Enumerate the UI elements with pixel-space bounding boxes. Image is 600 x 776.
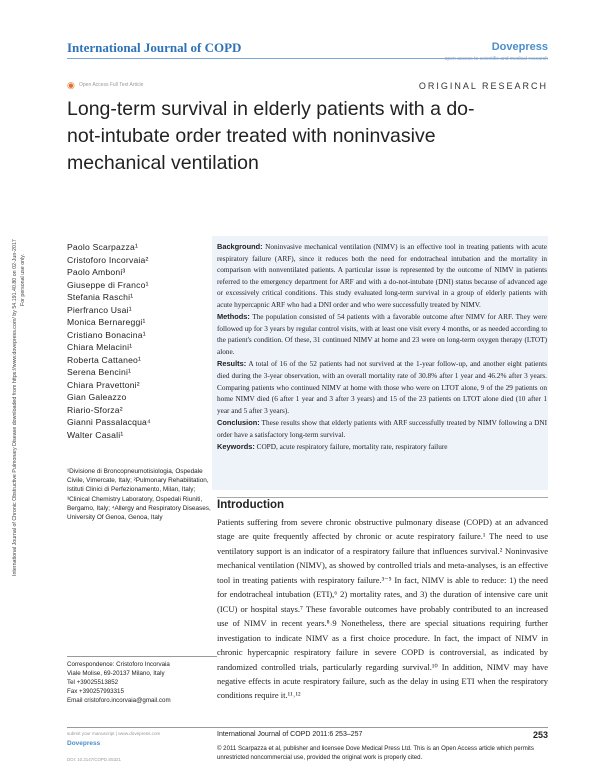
author: Gianni Passalacqua⁴: [67, 417, 151, 427]
open-access-icon: ◉: [67, 80, 75, 90]
article-title: Long-term survival in elderly patients with a do-not-intubate order treated with noninvasive mechanical ventilation: [67, 98, 475, 174]
correspondence-divider: [67, 656, 217, 657]
author: Walter Casali¹: [67, 429, 124, 440]
author: Riario-Sforza²: [67, 404, 123, 415]
author: Serena Bencini¹: [67, 367, 132, 377]
abstract: [217, 241, 547, 454]
author-list: [67, 241, 207, 441]
author: Cristoforo Incorvaia²: [67, 254, 149, 265]
author: Chiara Melacini¹: [67, 342, 133, 352]
correspondence-address: Viale Molise, 69-20137 Milano, Italy: [67, 670, 165, 677]
introduction-text: [217, 515, 548, 703]
correspondence-tel: Tel +39025513852: [67, 679, 119, 686]
correspondence-fax: Fax +390257993315: [67, 688, 124, 695]
author: Paolo Scarpazza¹: [67, 242, 139, 252]
footer-divider: [67, 727, 548, 728]
correspondence: [67, 660, 217, 705]
page-number: 253: [532, 730, 548, 740]
journal-name: International Journal of COPD: [67, 40, 242, 55]
footer-journal: International Journal of COPD 2011:6 253–257: [217, 731, 363, 738]
footer-publisher-logo[interactable]: Dovepress: [67, 740, 101, 747]
author: Cristiano Bonacina¹: [67, 329, 146, 340]
abstract-results-section: Results: A total of 16 of the 52 patients had not survived at the 1-year follow-up, and another eight patients died during the 3-year observation, with an overall mortality rate of 30.8% after 1 year and 46.2% after 3 years. Comparing patients who continued NIMV at home with those who were on LTOT alone, 9 of the 29 patients on home NIMV died (6 after 1 year and 3 after 3 years) and 15 of the 23 patients on LTOT alone died (10 after 1 year and 5 after 3 years).: [217, 359, 547, 415]
correspondence-label: Correspondence: Cristoforo Incorvaia: [67, 661, 170, 668]
side-note-line2: For personal use only.: [20, 253, 26, 306]
header-divider: [67, 58, 548, 59]
introduction-paragraph: Patients suffering from severe chronic obstructive pulmonary disease (COPD) at an advanced stage are quite frequently affected by chronic or acute respiratory failure.¹ The need to use ventilatory support is an indicator of a respiratory failure that influences survival.² Noninvasive mechanical ventilation (NIMV), as showed by controlled trials and meta-analyses, is an effective tool in treating patients with respiratory failure.³⁻⁵ In fact, NIMV is able to reduce: 1) the need for endotracheal intubation (ETI),⁶ 2) mortality rates, and 3) the duration of intensive care unit (ICU) or hospital stays.⁷ These favorable outcomes have probably contributed to an increased use of NIMV in recent years.⁸˒9 Nonetheless, there are special situations requiring further investigation to indicate NIMV as a first choice procedure. In fact, the impact of NIMV in chronic hypercapnic respiratory failure in severe COPD is controversial, as indicated by randomized controlled trials, particularly regarding survival.¹⁰ In addition, NIMV may have negative effects in acute respiratory failure, such as the delay in using ETI when the respiratory conditions require it.¹¹˒¹²: [217, 517, 548, 701]
author: Stefania Raschi¹: [67, 292, 134, 302]
correspondence-email[interactable]: Email cristoforo.incorvaia@gmail.com: [67, 697, 171, 704]
author: Paolo Amboni³: [67, 267, 126, 277]
footer-doi[interactable]: DOI: 10.2147/COPD.S5321: [67, 757, 121, 762]
publisher-tagline: open access to scientific and medical research: [444, 56, 548, 62]
author: Roberta Cattaneo¹: [67, 354, 142, 365]
author: Gian Galeazzo: [67, 392, 127, 402]
open-access-label: Open Access Full Text Article: [79, 82, 144, 88]
abstract-conclusion-section: Conclusion: These results show that elderly patients with ARF successfully treated by NIMV following a DNI order have a satisfactory long-term survival.: [217, 418, 547, 439]
publisher-logo[interactable]: Dovepress: [491, 41, 548, 53]
affiliations: ¹Divisione di Broncopneumotisiologia, Ospedale Civile, Vimercate, Italy; ²Pulmonary Rehabilitation, Istituti Clinici di Perfezionamento, Milan, Italy; ³Clinical Chemistry Laboratory, Ospedali Riuniti, Bergamo, Italy; ⁴Allergy and Respiratory Diseases, University Of Genoa, Genoa, Italy: [67, 468, 211, 522]
side-note-line1: International Journal of Chronic Obstructive Pulmonary Disease downloaded from https://www.dovepress.com/ by 54.191.40.80 on 02-Jun-2017: [12, 239, 18, 576]
author: Pierfranco Usai¹: [67, 304, 132, 315]
introduction-heading: Introduction: [217, 499, 285, 511]
author: Giuseppe di Franco¹: [67, 279, 149, 290]
abstract-background-section: Background: Noninvasive mechanical ventilation (NIMV) is an effective tool in treating patients with acute respiratory failure (ARF), since it reduces both the need for endotracheal intubation and the mortality in comparison with nonventilated patients. A particular issue is represented by the outcome of NIMV in patients referred to the emergency department for ARF and with a do-not-intubate (DNI) status because of advanced age or excessively critical conditions. This study evaluated long-term survival in a group of elderly patients with acute hypercapnic ARF who had a DNI order and who were successfully treated by NIMV.: [217, 242, 547, 309]
footer-submit-link[interactable]: submit your manuscript | www.dovepress.com: [67, 731, 161, 736]
author: Monica Bernareggi¹: [67, 317, 146, 327]
author: Chiara Pravettoni²: [67, 379, 140, 390]
section-label: ORIGINAL RESEARCH: [418, 81, 548, 91]
abstract-keywords-section: Keywords: COPD, acute respiratory failure, mortality rate, respiratory failure: [217, 442, 448, 452]
intro-divider: [217, 497, 548, 498]
copyright-notice: © 2011 Scarpazza et al, publisher and licensee Dove Medical Press Ltd. This is an Open Access article which permits unrestricted noncommercial use, provided the original work is properly cited.: [217, 745, 534, 761]
abstract-methods-section: Methods: The population consisted of 54 patients with a favorable outcome after NIMV for ARF. They were followed up for 3 years by regular control visits, with at least one visit every 4 months, or as needed according to the patient's condition. Of these, 31 continued NIMV at home and 23 were on long-term oxygen therapy (LTOT) alone.: [217, 312, 547, 356]
side-download-note: [12, 96, 42, 576]
